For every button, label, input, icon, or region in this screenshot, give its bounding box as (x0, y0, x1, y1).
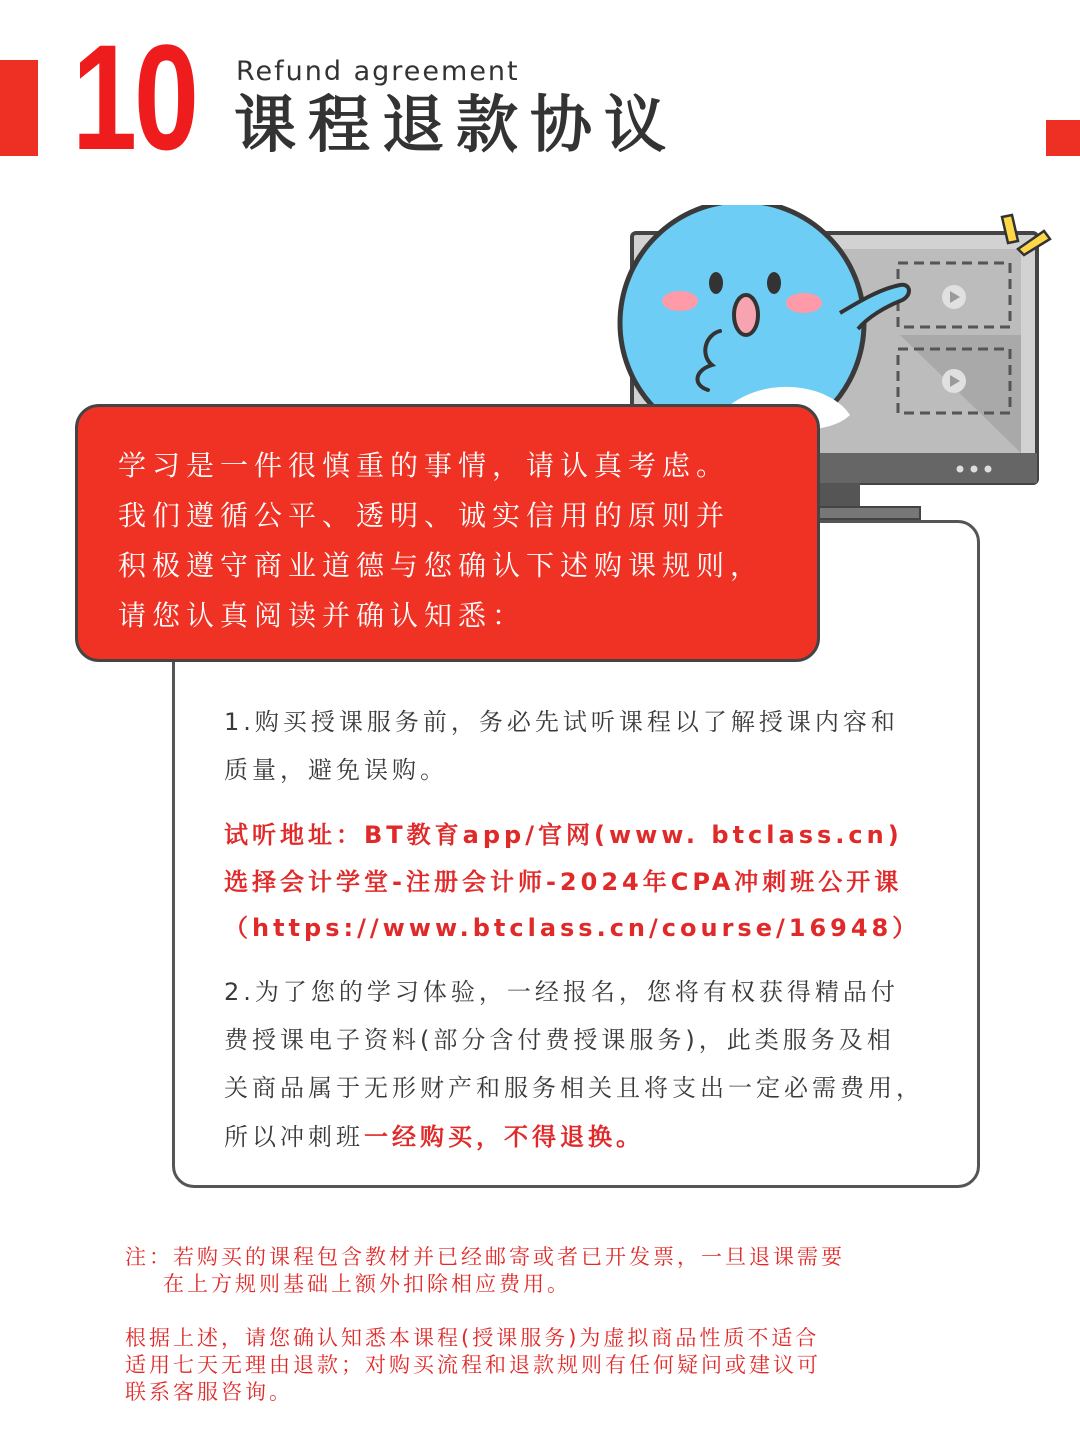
rule2-last-line (224, 1117, 644, 1152)
rule2-line: 关商品属于无形财产和服务相关且将支出一定必需费用， (224, 1074, 924, 1102)
rule2-line: 费授课电子资料(部分含付费授课服务)，此类服务及相 (224, 1026, 895, 1054)
note1-line: 注：若购买的课程包含教材并已经邮寄或者已开发票，一旦退课需要 (125, 1245, 845, 1269)
page-title: 课程退款协议 (234, 88, 679, 161)
note2-line: 适用七天无理由退款；对购买流程和退款规则有任何疑问或建议可 (125, 1353, 821, 1377)
trial-course-path: 选择会计学堂-注册会计师-2024年CPA冲刺班公开课 (224, 868, 903, 896)
notice-callout (75, 404, 820, 662)
callout-line: 我们遵循公平、透明、诚实信用的原则并 (118, 499, 731, 532)
trial-address: 试听地址：BT教育app/官网(www. btclass.cn) (224, 821, 903, 849)
note2-line: 联系客服咨询。 (125, 1380, 293, 1404)
callout-line: 请您认真阅读并确认知悉： (118, 599, 527, 632)
subtitle-english: Refund agreement (236, 56, 520, 87)
rule1-line: 1.购买授课服务前，务必先试听课程以了解授课内容和 (224, 708, 899, 736)
trial-course-link[interactable]: （https://www.btclass.cn/course/16948） (224, 914, 921, 942)
section-number: 10 (72, 13, 196, 181)
left-accent-bar (0, 60, 38, 156)
rule2-last-prefix: 所以冲刺班 (224, 1123, 364, 1151)
note2-line: 根据上述，请您确认知悉本课程(授课服务)为虚拟商品性质不适合 (125, 1326, 820, 1350)
right-accent-bar (1046, 120, 1080, 156)
rule2-line: 2.为了您的学习体验，一经报名，您将有权获得精品付 (224, 978, 899, 1006)
note1-line: 在上方规则基础上额外扣除相应费用。 (163, 1272, 571, 1296)
callout-line: 学习是一件很慎重的事情，请认真考虑。 (118, 449, 731, 482)
rule1-line: 质量，避免误购。 (224, 756, 448, 784)
callout-line: 积极遵守商业道德与您确认下述购课规则， (118, 549, 765, 582)
no-refund-highlight: 一经购买，不得退换。 (364, 1123, 644, 1151)
